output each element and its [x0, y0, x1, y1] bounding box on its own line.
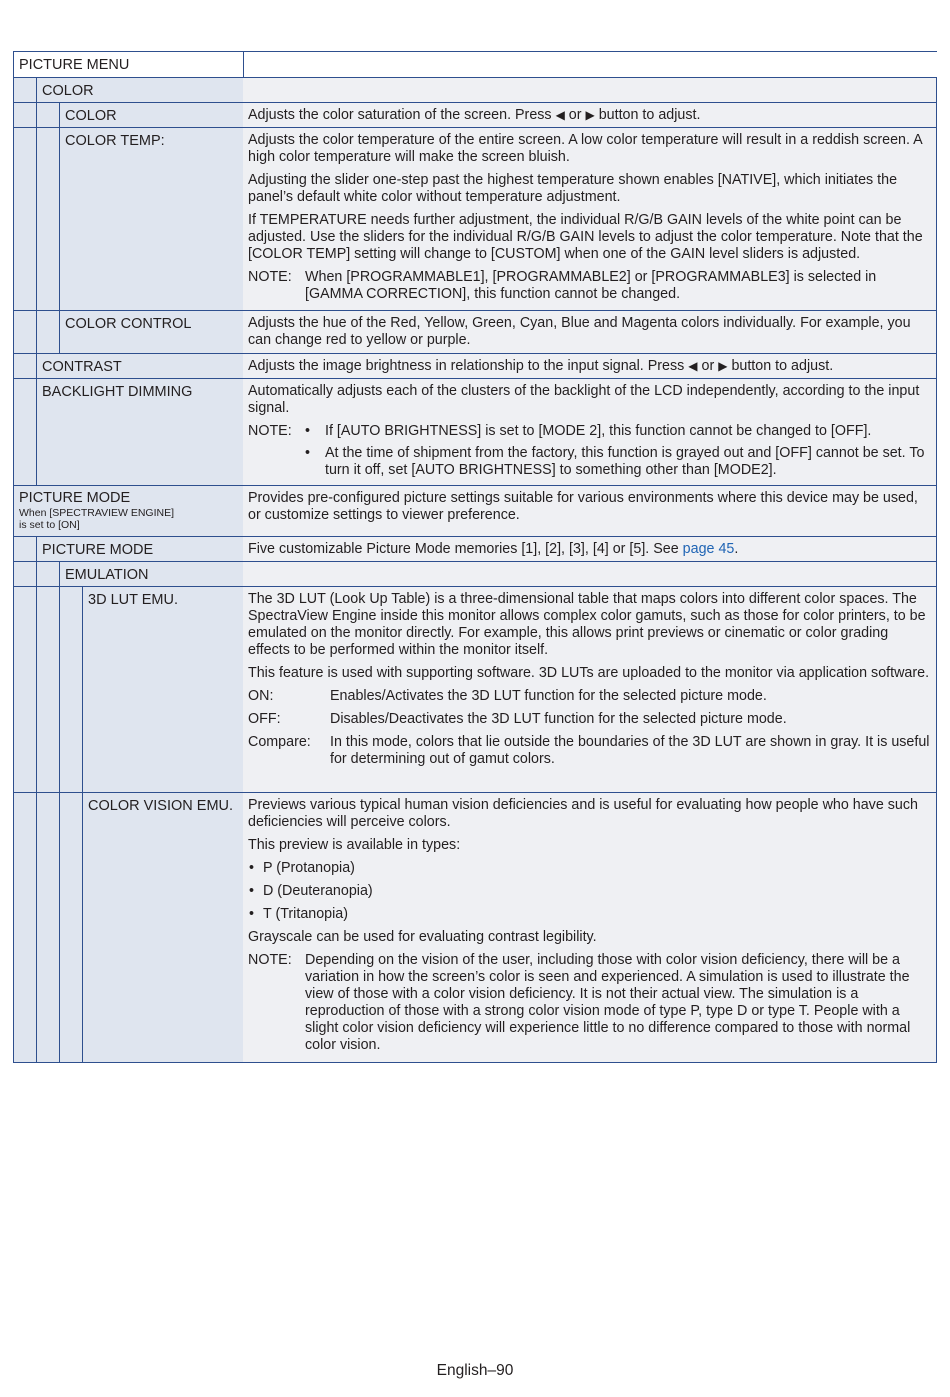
row-description [243, 379, 937, 485]
definition-text: In this mode, colors that lie outside the boundaries of the 3D LUT are shown in gray. It is useful for determining out of gamut colors. [330, 734, 930, 767]
table-row-picture-mode-group [13, 485, 937, 536]
page-link[interactable]: page 45 [682, 541, 735, 557]
list-item-text: P (Protanopia) [263, 860, 355, 876]
paragraph: This preview is available in types: [248, 837, 461, 853]
description-text: Adjusts the hue of the Red, Yellow, Green, Cyan, Blue and Magenta colors individually. For example, you can change red to yellow or purple. [248, 315, 911, 348]
note-text: Depending on the vision of the user, including those with color vision deficiency, there will be a variation in how the screen’s color is seen and experienced. A simulation is used to illustrate the view of those with a color vision deficiency. It is not their actual view. The simulation is a reproduction of those with a strong color vision mode of type P, type D or type T. People with a slight color vision deficiency will experience little to no difference compared to those with normal color vision. [305, 952, 911, 1053]
row-label [13, 486, 244, 536]
note-bullet [248, 423, 930, 440]
table-row-color-vision-emu [13, 792, 937, 1063]
table-row-color-control [13, 310, 937, 353]
row-description [243, 354, 937, 378]
table-row-color [13, 102, 937, 127]
row-description [243, 78, 937, 102]
paragraph: The 3D LUT (Look Up Table) is a three-dimensional table that maps colors into different color spaces. The SpectraView Engine inside this monitor allows complex color gamuts, such as those for color printers, to be emulated on the monitor directly. For example, this allows print previews or cinematic or color grading effects to be performed within the monitor itself. [248, 591, 926, 658]
label-main: PICTURE MODE [19, 490, 131, 506]
paragraph: Grayscale can be used for evaluating contrast legibility. [248, 929, 597, 945]
note-label: NOTE: [248, 269, 292, 285]
paragraph: Adjusts the color temperature of the entire screen. A low color temperature will result in a reddish screen. A high color temperature will make the screen bluish. [248, 132, 922, 165]
note [248, 269, 930, 303]
table-row-contrast [13, 353, 937, 378]
definition-on [248, 688, 930, 705]
table-row-color-group [13, 77, 937, 102]
description-text: Provides pre-configured picture settings suitable for various environments where this device may be used, or customize settings to viewer preference. [248, 490, 918, 523]
page-number: English–90 [436, 1362, 514, 1379]
picture-menu-table [13, 51, 937, 1063]
paragraph: Automatically adjusts each of the clusters of the backlight of the LCD independently, according to the input signal. [248, 383, 920, 416]
note-text: When [PROGRAMMABLE1], [PROGRAMMABLE2] or [PROGRAMMABLE3] is selected in [GAMMA CORRECTION], this function cannot be changed. [305, 269, 877, 302]
row-description [243, 793, 937, 1062]
row-description [243, 587, 937, 792]
row-label: PICTURE MODE [36, 537, 244, 561]
row-label: COLOR [36, 78, 244, 102]
bullet-icon: • [249, 883, 255, 899]
row-description [243, 537, 937, 561]
definition-term: ON: [248, 688, 274, 704]
row-description [243, 103, 937, 127]
definition-text: Enables/Activates the 3D LUT function for the selected picture mode. [330, 688, 767, 704]
or-text: or [701, 358, 715, 374]
description-text: button to adjust. [598, 107, 701, 123]
paragraph: This feature is used with supporting software. 3D LUTs are uploaded to the monitor via application software. [248, 665, 930, 681]
note-label: NOTE: [248, 423, 292, 439]
row-label: COLOR VISION EMU. [82, 793, 244, 1062]
row-description [243, 486, 937, 536]
row-label: COLOR CONTROL [59, 311, 244, 353]
left-arrow-icon: ◀ [555, 108, 565, 122]
note [248, 952, 930, 1054]
table-row-emulation [13, 561, 937, 586]
list-item [248, 906, 930, 923]
description-text: Adjusts the image brightness in relationship to the input signal. Press [248, 358, 685, 374]
right-arrow-icon: ▶ [585, 108, 595, 122]
row-description [243, 128, 937, 310]
note-text: At the time of shipment from the factory, this function is grayed out and [OFF] cannot be set. To turn it off, set [AUTO BRIGHTNESS] to something other than [MODE2]. [325, 445, 925, 478]
bullet-icon: • [249, 860, 255, 876]
table-row-3d-lut-emu [13, 586, 937, 792]
list-item [248, 883, 930, 900]
row-description [243, 311, 937, 353]
paragraph: If TEMPERATURE needs further adjustment, the individual R/G/B GAIN levels of the white point can be adjusted. Use the sliders for the individual R/G/B GAIN levels to adjust the color temperature. Note that the [COLOR TEMP] setting will change to [CUSTOM] when one of the GAIN level sliders is adjusted. [248, 212, 923, 262]
note-bullet [248, 445, 930, 479]
left-arrow-icon: ◀ [688, 359, 698, 373]
row-label: CONTRAST [36, 354, 244, 378]
row-label: PICTURE MENU [13, 52, 244, 77]
note-text: If [AUTO BRIGHTNESS] is set to [MODE 2], this function cannot be changed to [OFF]. [325, 423, 872, 439]
paragraph: Adjusting the slider one-step past the highest temperature shown enables [NATIVE], which initiates the panel’s default white color without temperature adjustment. [248, 172, 898, 205]
definition-term: OFF: [248, 711, 281, 727]
row-label: BACKLIGHT DIMMING [36, 379, 244, 485]
table-row-picture-menu [13, 51, 937, 77]
definition-text: Disables/Deactivates the 3D LUT function for the selected picture mode. [330, 711, 787, 727]
label-condition: When [SPECTRAVIEW ENGINE] [19, 507, 175, 519]
description-text: Adjusts the color saturation of the screen. Press [248, 107, 552, 123]
definition-off [248, 711, 930, 728]
list-item-text: D (Deuteranopia) [263, 883, 373, 899]
bullet-icon: • [305, 445, 311, 461]
label-condition: is set to [ON] [19, 519, 80, 531]
list-item-text: T (Tritanopia) [263, 906, 349, 922]
table-row-color-temp [13, 127, 937, 310]
period: . [734, 541, 739, 557]
list-item [248, 860, 930, 877]
row-label: COLOR [59, 103, 244, 127]
row-description [243, 562, 937, 586]
description-text: Five customizable Picture Mode memories [1], [2], [3], [4] or [5]. See [248, 541, 679, 557]
row-label: COLOR TEMP: [59, 128, 244, 310]
table-row-picture-mode [13, 536, 937, 561]
or-text: or [568, 107, 582, 123]
row-label: EMULATION [59, 562, 244, 586]
bullet-icon: • [249, 906, 255, 922]
right-arrow-icon: ▶ [718, 359, 728, 373]
definition-term: Compare: [248, 734, 311, 750]
description-text: button to adjust. [731, 358, 834, 374]
bullet-icon: • [305, 423, 311, 439]
definition-compare [248, 734, 930, 768]
paragraph: Previews various typical human vision deficiencies and is useful for evaluating how people who have such deficiencies will perceive colors. [248, 797, 918, 830]
note-label: NOTE: [248, 952, 292, 968]
row-label: 3D LUT EMU. [82, 587, 244, 792]
table-row-backlight-dimming [13, 378, 937, 485]
